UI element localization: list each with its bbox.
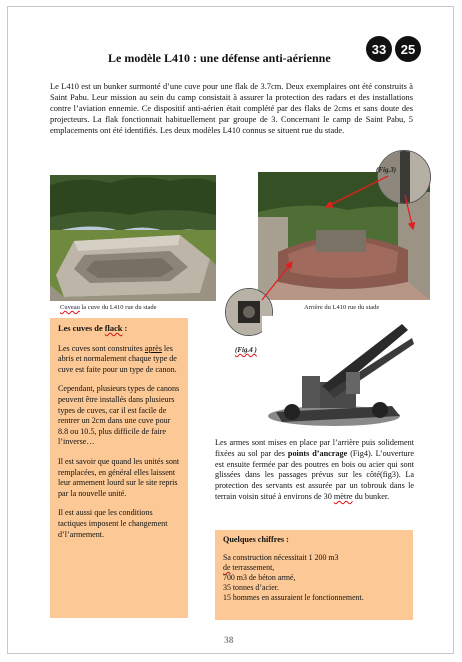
heading-post: :	[122, 324, 128, 333]
caption-cuve-word: Cuveau	[60, 304, 80, 311]
figures-line-4: 35 tonnes d’acier.	[223, 583, 279, 592]
left-box-p4: Il est aussi que les conditions tactiques imposent le changement d’l’armement.	[58, 508, 168, 539]
right-body-text	[215, 438, 414, 503]
caption-cuve-rest: la cuve du L410 rue du stade	[79, 304, 157, 311]
p1-post: les abris et normalement chaque type de cuve est faite pour un type de canon.	[58, 343, 177, 374]
figures-line-3: 700 m3 de béton armé,	[223, 573, 296, 582]
right-text-part1: Les armes sont mises en place par l’arrière puis solidement fixées au sol par des	[215, 438, 414, 458]
left-box-heading	[58, 324, 182, 335]
arrow-fig3-right	[405, 195, 413, 229]
right-text-bold: points d’ancrage	[287, 448, 348, 458]
fig4-label: (Fig.4 )	[235, 346, 257, 354]
heading-word: flack	[104, 324, 123, 333]
fig3-label: (Fig.3)	[376, 166, 397, 174]
right-text-part3: du bunker.	[352, 491, 390, 501]
left-info-box	[50, 318, 188, 618]
left-box-p1	[58, 344, 182, 376]
figures-box	[215, 530, 413, 620]
caption-arriere: Arrière du L410 rue du stade	[304, 304, 380, 311]
page-number: 38	[224, 636, 234, 646]
figures-heading: Quelques chiffres :	[223, 535, 289, 544]
left-box-p3: Il est savoir que quand les unités sont remplacées, en général elles laissent leur armement lourd sur le site repris par la nouvelle unité.	[58, 456, 180, 498]
intro-paragraph: Le L410 est un bunker surmonté d’une cuve pour une flak de 3.7cm. Deux exemplaires ont été construits à Saint Pabu. Leur mission au sein du camp consistait à assurer la protection des radars et des installations contre l’aviation ennemie. Ce dispositif anti-aérien était complété par des flaks de 2cms et sans doute des projecteurs. La flak fonctionnait habituellement par groupe de 3. Concernant le camp de Saint Pabu, 5 emplacements ont été identifiés. Les deux modèles L410 connus se situent rue du stade.	[50, 82, 413, 135]
caption-cuve	[60, 304, 157, 311]
right-text-part2: (Fig4). L’ouverture est ensuite fermée par des poutres en bois ou acier qui sont glissées dans les passages prévus sur les côté(fig3). La protection des servants est assurée par un tobrouk dans le terrain voisin situé à environs de 30	[215, 448, 415, 501]
arrow-fig3-left	[326, 176, 388, 207]
line2-rest: terrassement,	[230, 563, 275, 572]
page-title: Le modèle L410 : une défense anti-aérienne	[108, 51, 331, 65]
line2-word: de	[223, 563, 231, 572]
p1-pre: Les cuves sont construites	[58, 343, 145, 353]
arrow-fig4	[262, 262, 292, 300]
heading-pre: Les cuves de	[58, 324, 105, 333]
p1-word: après	[144, 343, 162, 353]
badge-33: 33	[366, 36, 392, 62]
figures-line-2	[223, 563, 407, 573]
figures-line-1: Sa construction nécessitait 1 200 m3	[223, 553, 339, 562]
photo-flak-gun	[262, 316, 414, 430]
badge-25: 25	[395, 36, 421, 62]
figures-line-5: 15 hommes en assuraient le fonctionnement.	[223, 593, 364, 602]
right-text-word: mètre	[333, 491, 353, 501]
left-box-p2: Cependant, plusieurs types de canons peuvent être installés dans plusieurs types de cuves, car il est facile de rentrer un 2cm dans une cuve pour 8.8 ou 10.5, plus difficile de faire l’inverse…	[58, 384, 180, 447]
